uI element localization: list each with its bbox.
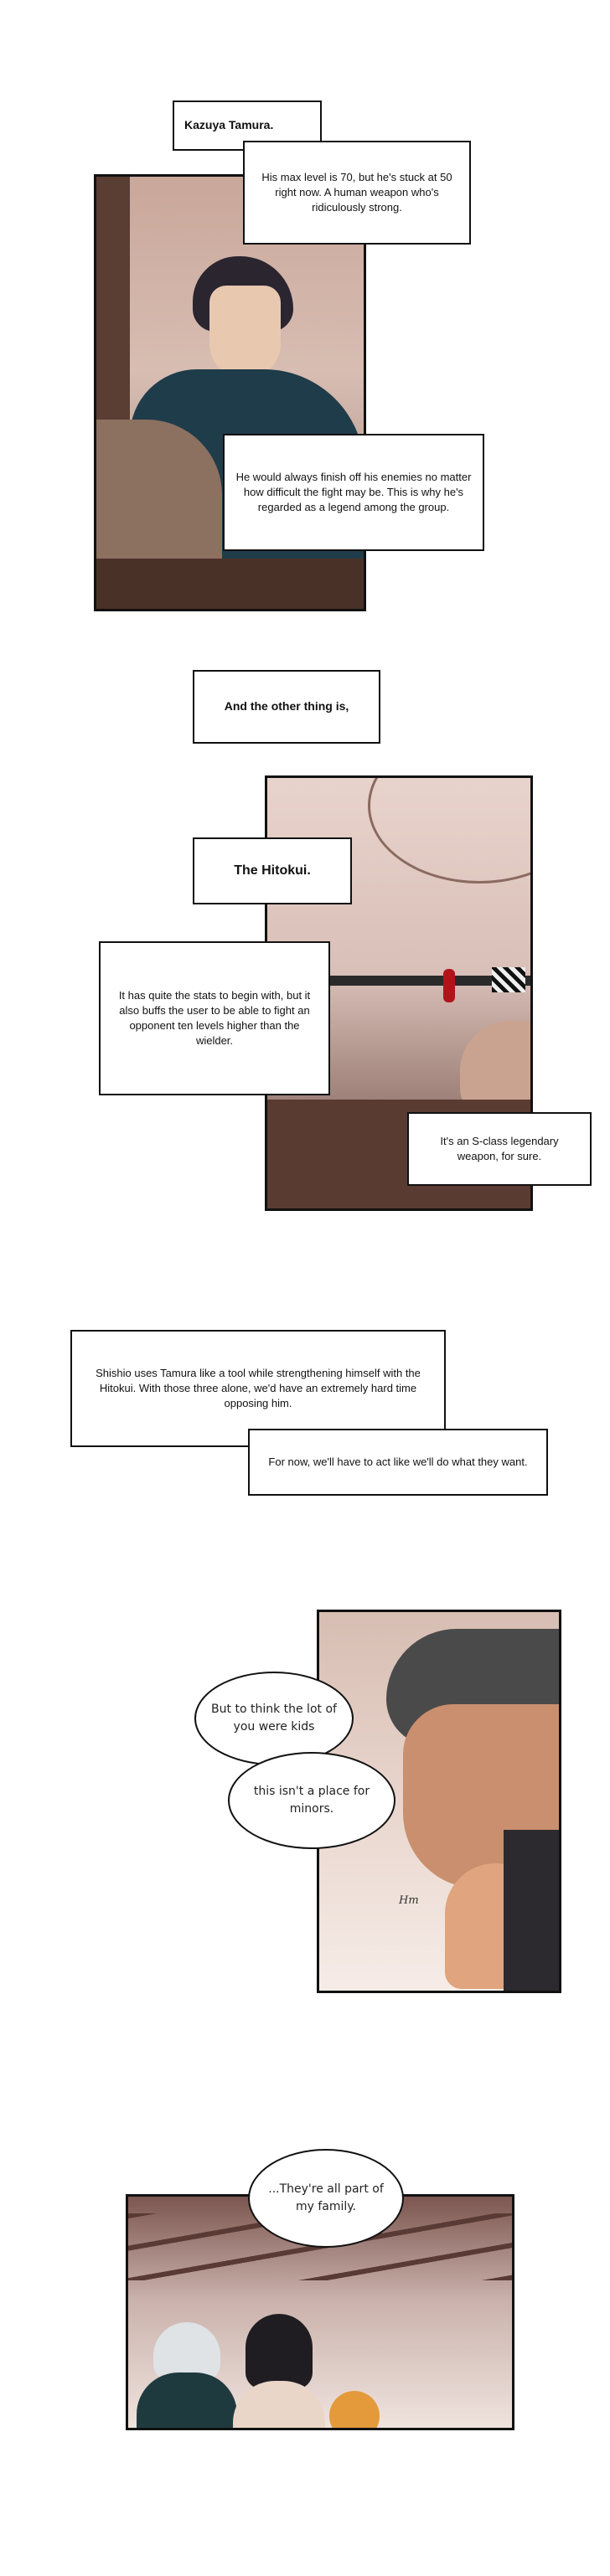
caption-stats: It has quite the stats to begin with, but it also buffs the user to be able to fight an opponent ten levels higher than the wielder.	[99, 941, 330, 1095]
caption-other-thing: And the other thing is,	[193, 670, 380, 744]
dark-hair-character	[246, 2314, 313, 2389]
speech-bubble-minors: this isn't a place for minors.	[228, 1752, 395, 1849]
white-hair-body	[137, 2372, 237, 2430]
face-figure	[209, 286, 281, 378]
blood-mark	[443, 969, 455, 1002]
floor-strip	[96, 559, 364, 609]
old-man-robe	[504, 1830, 561, 1993]
caption-legend: He would always finish off his enemies no matter how difficult the fight may be. This is why he's regarded as a legend among the group.	[223, 434, 484, 551]
caption-s-class: It's an S-class legendary weapon, for sure.	[407, 1112, 592, 1186]
caption-shishio: Shishio uses Tamura like a tool while strengthening himself with the Hitokui. With those three alone, we'd have an extremely hard time opposing him.	[70, 1330, 446, 1447]
sword-hilt-wrap	[492, 967, 525, 992]
sfx-hm: Hm	[399, 1894, 419, 1907]
speech-bubble-family: ...They're all part of my family.	[248, 2149, 404, 2248]
caption-name: Kazuya Tamura.	[173, 100, 322, 151]
caption-max-level: His max level is 70, but he's stuck at 50 right now. A human weapon who's ridiculously strong.	[243, 141, 471, 245]
caption-hitokui: The Hitokui.	[193, 837, 352, 904]
dark-hair-body	[233, 2381, 325, 2430]
speech-bubble-kids: But to think the lot of you were kids	[194, 1672, 354, 1765]
caption-for-now: For now, we'll have to act like we'll do what they want.	[248, 1429, 548, 1496]
wall-arch	[368, 775, 533, 884]
small-character	[329, 2391, 380, 2430]
